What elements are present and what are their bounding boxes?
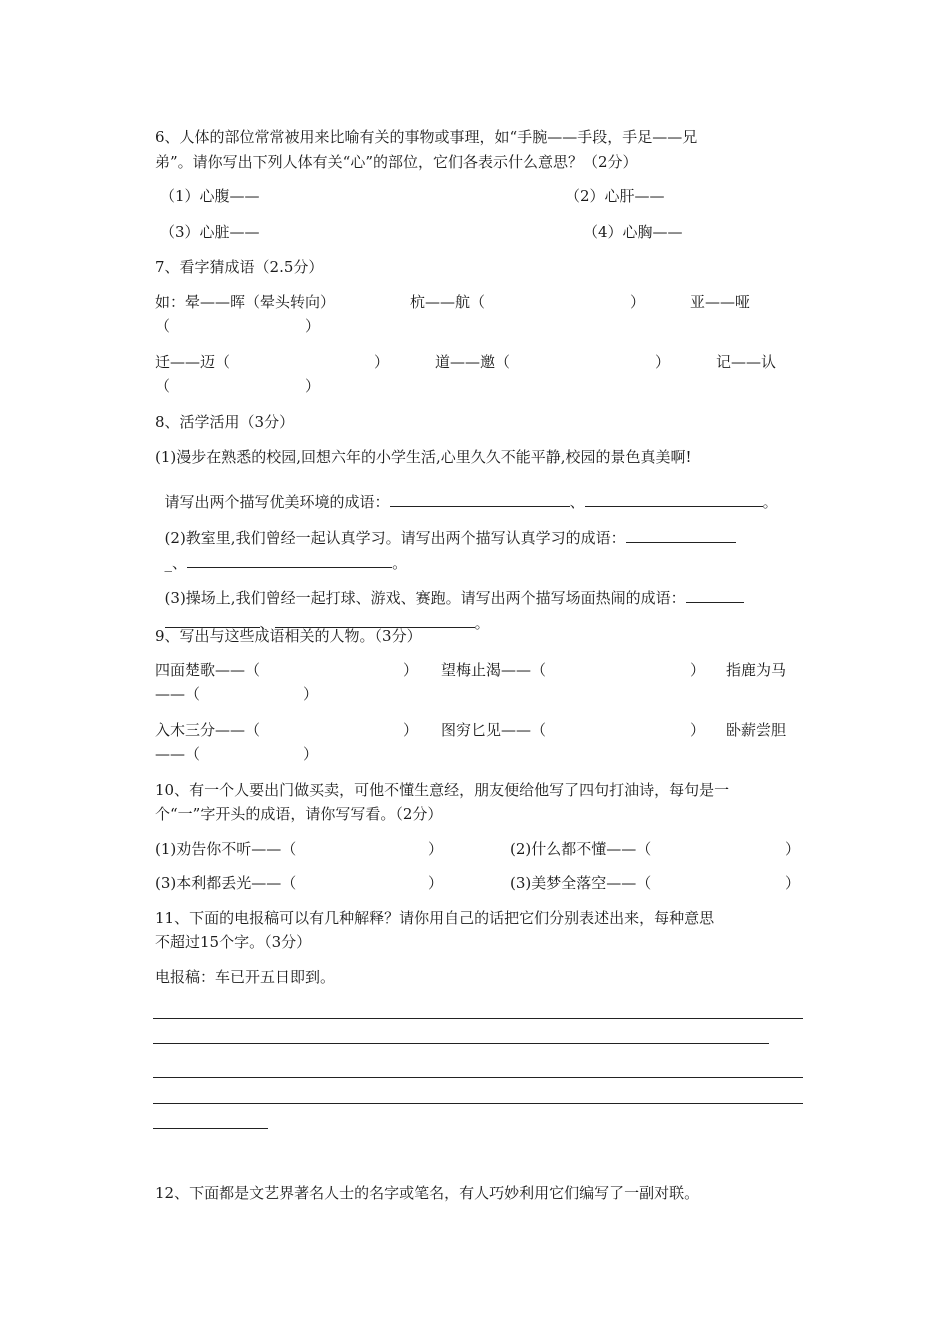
q7-title: 7、看字猜成语（2.5分） [155,258,324,276]
q6-item-3: （3）心脏—— [160,223,260,241]
q7-open-5: （ [155,377,171,395]
q6-line1: 6、人体的部位常常被用来比喻有关的事物或事理，如“手腕——手段，手足——兄 [155,128,698,146]
q10-close-1: ） [428,840,444,858]
q9-close-3: ） [303,685,319,703]
q6-line2: 弟”。请你写出下列人体有关“心”的部位，它们各表示什么意思？（2分） [155,153,638,171]
answer-blank[interactable] [626,528,736,543]
q10-line1: 10、有一个人要出门做买卖，可他不懂生意经，朋友便给他写了四句打油诗，每句是一 [155,781,730,799]
separator: 、 [259,614,275,632]
q8-p2-line2 [155,533,407,573]
answer-blank[interactable] [187,553,392,568]
q7-pair-5: 记——认 [716,353,777,371]
q9-close-4: ） [403,721,419,739]
answer-line[interactable] [153,1077,803,1078]
q10-item-1: (1)劝告你不听——（ [155,840,297,858]
q8-p3-prompt: (3)操场上,我们曾经一起打球、游戏、赛跑。请写出两个描写场面热闹的成语： [164,589,686,607]
q9-idiom-6: 卧薪尝胆 [726,721,787,739]
q9-close-2: ） [690,661,706,679]
q9-close-1: ） [403,661,419,679]
answer-line[interactable] [153,1128,268,1129]
q6-item-4: （4）心胸—— [583,223,683,241]
period: 。 [474,614,490,632]
q10-close-4: ） [785,874,801,892]
answer-blank[interactable] [585,492,763,507]
answer-line[interactable] [153,1103,803,1104]
q9-close-6: ） [303,745,319,763]
q8-p1-prompt: 请写出两个描写优美环境的成语： [164,493,390,511]
q10-item-4: (3)美梦全落空——（ [510,874,652,892]
q8-p2-prompt: (2)教室里,我们曾经一起认真学习。请写出两个描写认真学习的成语： [164,529,626,547]
q8-p1-line2 [155,472,778,512]
q7-pair-3: 迁——迈（ [155,353,231,371]
q9-close-5: ） [690,721,706,739]
answer-line[interactable] [153,1018,803,1019]
q9-idiom-2: 望梅止渴——（ [441,661,547,679]
q10-line2: 个“一”字开头的成语，请你写写看。（2分） [155,805,443,823]
q10-item-2: (2)什么都不懂——（ [510,840,652,858]
q6-item-1: （1）心腹—— [160,187,260,205]
q9-idiom-5: 图穷匕见——（ [441,721,547,739]
q7-pair-2: 亚——哑 [690,293,751,311]
q9-title: 9、写出与这些成语相关的人物。（3分） [155,627,422,645]
separator: 、 [569,493,585,511]
q10-item-3: (3)本利都丢光——（ [155,874,297,892]
q9-cont-6: ——（ [155,745,201,763]
q7-example: 如：晕——晖（晕头转向） [155,293,336,311]
q12-line1: 12、下面都是文艺界著名人士的名字或笔名，有人巧妙利用它们编写了一副对联。 [155,1184,700,1202]
q10-close-2: ） [785,840,801,858]
q7-close-2: ） [305,317,321,335]
q11-line1: 11、下面的电报稿可以有几种解释？请你用自己的话把它们分别表述出来，每种意思 [155,909,715,927]
separator: 、 [172,554,188,572]
q7-pair-1: 杭——航（ [410,293,486,311]
period: 。 [762,493,778,511]
q11-line2: 不超过15个字。（3分） [155,933,312,951]
q7-close-5: ） [305,377,321,395]
q9-idiom-3: 指鹿为马 [726,661,787,679]
q7-close-1: ） [630,293,646,311]
q11-telegram: 电报稿：车已开五日即到。 [155,968,336,986]
q7-close-3: ） [374,353,390,371]
period: 。 [392,554,408,572]
answer-line[interactable] [153,1043,769,1044]
q6-item-2: （2）心肝—— [565,187,665,205]
dash: _ [164,554,173,572]
q9-idiom-1: 四面楚歌——（ [155,661,261,679]
q7-close-4: ） [655,353,671,371]
q9-cont-3: ——（ [155,685,201,703]
answer-blank[interactable] [686,588,744,603]
q9-idiom-4: 入木三分——（ [155,721,261,739]
q7-pair-4: 道——邀（ [435,353,511,371]
q8-p1-line1: (1)漫步在熟悉的校园,回想六年的小学生活,心里久久不能平静,校园的景色真美啊! [155,448,692,466]
q8-title: 8、活学活用（3分） [155,413,295,431]
q10-close-3: ） [428,874,444,892]
q7-open-2: （ [155,317,171,335]
answer-blank[interactable] [390,492,570,507]
